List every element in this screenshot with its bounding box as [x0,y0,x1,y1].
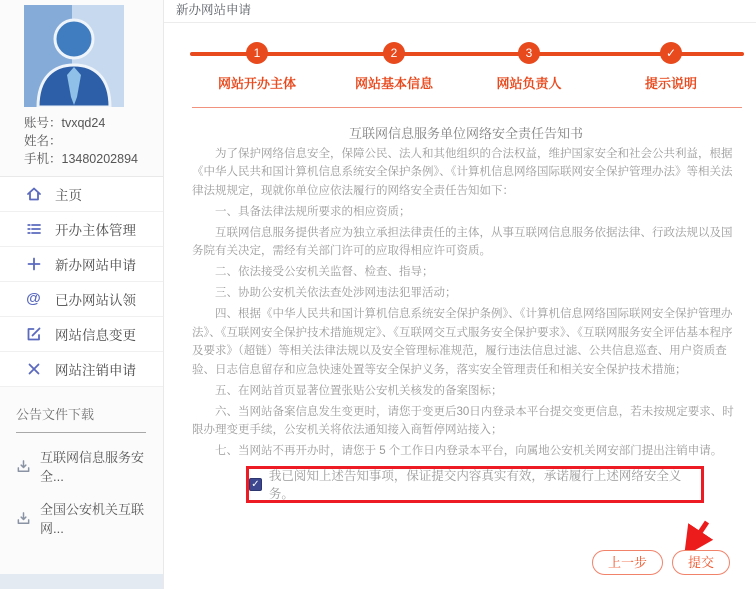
step-4-check-circle: ✓ [660,42,682,64]
sidebar-footer-bar [0,574,163,589]
step-3-label: 网站负责人 [496,76,562,91]
sidebar-item-new-website-application[interactable] [0,247,163,282]
notice-paragraph: 互联网信息服务提供者应为独立承担法律责任的主体，从事互联网信息服务依据法律、行政法规以及国务院有关决定，需经有关部门许可的应取得相应许可资质。 [192,226,733,257]
sidebar-item-label: 网站注销申请 [55,363,136,378]
downloads-title: 公告文件下载 [16,404,146,433]
download-link-label: 互联网信息服务安全... [40,450,145,484]
step-3-website-manager [469,42,589,92]
account-number: 账号：tvxqd24 [24,116,106,130]
notice-paragraph: 三、协助公安机关依法查处涉网违法犯罪活动； [215,287,457,299]
sidebar-item-label: 网站信息变更 [55,328,136,343]
user-avatar [24,5,124,107]
step-1-label: 网站开办主体 [217,76,296,91]
notice-paragraph: 一、具备法律法规所要求的相应资质； [215,205,411,218]
notice-paragraph: 四、根据《中华人民共和国计算机信息系统安全保护条例》、《计算机信息网络国际联网安全保护管理办法》、《互联网安全保护技术措施规定》、《互联网交互式服务安全保护要求》、《互联网服务安全评估基本程序及要求》（超链）等相关法律法规以及安全管理标准规范，履行违法信息过滤、公共信息巡查、用户资质查验、日志信息留存和应急快速处置等安全保护义务，落实安全管理责任和相关安全保护技术措施； [192,308,733,376]
sidebar-item-label: 新办网站申请 [55,258,136,273]
sidebar-item-change-website-info[interactable] [0,317,163,352]
download-link-internet-info-service-security[interactable] [16,447,153,485]
page-title: 新办网站申请 [164,0,756,23]
sidebar-item-claim-website[interactable] [0,282,163,317]
notice-document [164,108,756,503]
close-icon [25,361,42,378]
notice-paragraph: 二、依法接受公安机关监督、检查、指导； [215,266,434,278]
main-content [164,0,756,589]
home-icon [25,186,42,203]
sidebar-item-home[interactable] [0,177,163,212]
notice-paragraph: 六、当网站备案信息发生变更时，请您于变更后30日内登录本平台提交变更信息，若未按规定要求、时限办理变更手续，公安机关将依法通知接入商暂停网站接入； [192,405,734,436]
submit-button[interactable]: 提交 [672,550,730,575]
agreement-checkbox[interactable]: ✓ [249,478,262,491]
step-2-label: 网站基本信息 [354,76,433,91]
sidebar-item-cancel-website[interactable] [0,352,163,387]
list-icon [25,221,42,238]
user-name: 姓名： [24,134,62,148]
download-icon [16,511,31,526]
step-4-notice [611,42,731,92]
previous-step-button[interactable]: 上一步 [592,550,663,575]
step-3-circle: 3 [518,42,540,64]
sidebar-item-label: 开办主体管理 [55,223,136,238]
sidebar-item-label: 主页 [55,188,82,203]
agreement-label: 我已阅知上述告知事项，保证提交内容真实有效，承诺履行上述网络安全义务。 [268,469,682,501]
notice-paragraph: 为了保护网络信息安全，保障公民、法人和其他组织的合法权益，维护国家安全和社会公共利益，根据《中华人民共和国计算机信息系统安全保护条例》、《计算机信息网络国际联网安全保护管理办法》等相关法律法规规定，现就你单位应依法履行的网络安全责任告知如下： [192,147,733,197]
notice-title: 互联网信息服务单位网络安全责任告知书 [348,126,583,141]
download-link-national-police-internet[interactable] [16,499,153,537]
step-4-label: 提示说明 [644,76,697,91]
download-link-label: 全国公安机关互联网... [40,502,145,536]
profile-section [0,0,163,177]
sidebar-menu [0,177,163,387]
step-1-circle: 1 [246,42,268,64]
form-actions [592,550,730,575]
sidebar-item-subject-management[interactable] [0,212,163,247]
step-2-website-basic-info [334,42,454,92]
step-1-website-subject [197,42,317,92]
agreement-highlight-box [246,466,704,503]
sidebar [0,0,164,589]
edit-icon [25,326,42,343]
sidebar-item-label: 已办网站认领 [55,293,136,308]
download-icon [16,459,31,474]
step-indicator [164,35,756,105]
downloads-section [0,387,163,537]
notice-paragraph: 七、当网站不再开办时，请您于 5 个工作日内登录本平台，向属地公安机关网安部门提出注销申请。 [215,445,723,457]
notice-paragraph: 五、在网站首页显著位置张贴公安机关核发的备案图标； [215,384,503,397]
at-icon: @ [26,290,41,307]
step-2-circle: 2 [383,42,405,64]
plus-icon [25,256,42,273]
user-phone: 手机：13480202894 [24,152,138,166]
